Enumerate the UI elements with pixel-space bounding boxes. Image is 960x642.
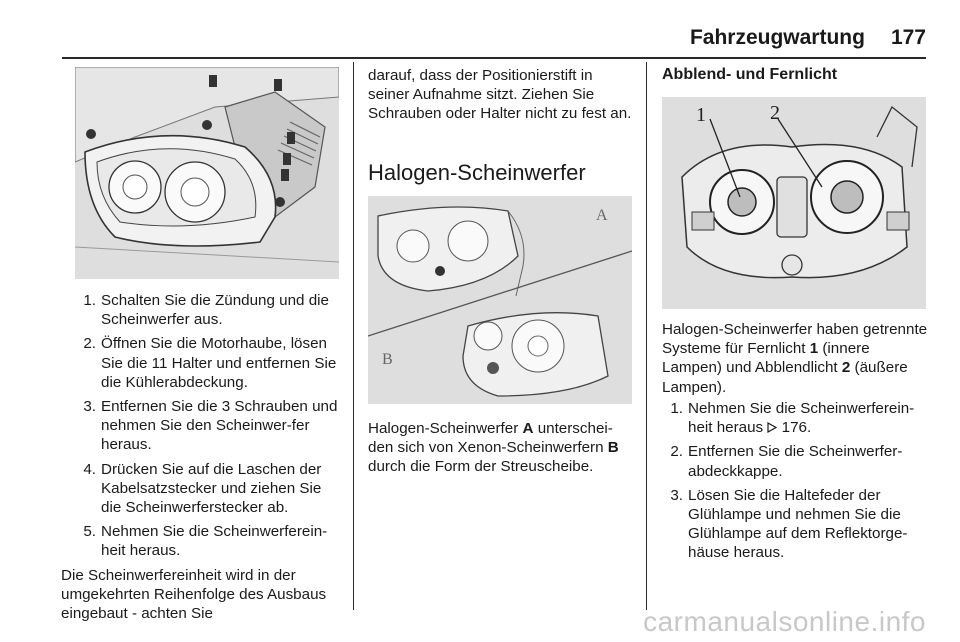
ref-number-1: 1 xyxy=(809,340,819,358)
halogen-caption xyxy=(368,419,636,477)
section-heading-halogen: Halogen-Scheinwerfer xyxy=(368,160,586,185)
watermark: carmanualsonline.info xyxy=(643,606,926,637)
page-reference-link[interactable]: 176. xyxy=(781,419,812,437)
header-rule xyxy=(62,57,926,59)
bulb-positions-figure xyxy=(662,97,926,309)
halogen-vs-xenon-figure xyxy=(368,196,632,404)
list-item: 2. Öffnen Sie die Motorhaube, lösen Sie die 11 Halter und entfernen Sie die Kühlerabdeckung. xyxy=(83,335,337,391)
section-heading-low-high-beam: Abblend- und Fernlicht xyxy=(662,66,838,83)
reassembly-paragraph-continued: darauf, dass der Positionierstift in seiner Aufnahme sitzt. Ziehen Sie Schrauben oder Halter nicht zu fest an. xyxy=(368,67,632,123)
page-number: 177 xyxy=(890,26,926,49)
headlamp-removal-figure xyxy=(75,67,339,279)
intro-text: Halogen-Scheinwerfer haben getrennte Systeme für Fernlicht xyxy=(662,321,928,358)
list-item: 1. Nehmen Sie die Scheinwerferein-heit heraus 176. xyxy=(670,400,915,437)
bulb-steps-list xyxy=(662,399,932,563)
list-item: 3. Entfernen Sie die 3 Schrauben und nehmen Sie den Scheinwer-fer heraus. xyxy=(83,398,338,454)
figure-label-b: B xyxy=(382,351,393,368)
figure-label-a: A xyxy=(596,207,608,224)
reassembly-paragraph: Die Scheinwerfereinheit wird in der umgekehrten Reihenfolge des Ausbaus eingebaut - achten Sie xyxy=(61,566,327,623)
section-title: Fahrzeugwartung xyxy=(689,26,865,49)
figure-label-1: 1 xyxy=(696,104,706,126)
list-item: 1. Schalten Sie die Zündung und die Scheinwerfer aus. xyxy=(83,292,329,329)
caption-text: unterschei-den sich von Xenon-Scheinwerfern xyxy=(368,420,613,457)
list-item: 3. Lösen Sie die Haltefeder der Glühlampe und nehmen Sie die Glühlampe auf dem Reflektorge-häuse heraus. xyxy=(670,486,908,562)
caption-text: durch die Form der Streuscheibe. xyxy=(368,458,594,476)
step-text: Nehmen Sie die Scheinwerferein-heit heraus xyxy=(688,400,915,437)
figure-label-2: 2 xyxy=(770,102,780,124)
list-item: 2. Entfernen Sie die Scheinwerfer-abdeckkappe. xyxy=(670,443,903,480)
intro-text: (innere Lampen) und Abblendlicht xyxy=(662,340,870,377)
ref-number-2: 2 xyxy=(841,359,851,377)
list-item: 4. Drücken Sie auf die Laschen der Kabelsatzstecker und ziehen Sie die Scheinwerferstecker ab. xyxy=(83,460,322,517)
arrow-reference-icon xyxy=(767,419,777,430)
page-header xyxy=(620,26,926,56)
intro-text: (äußere Lampen). xyxy=(662,359,908,396)
removal-steps-list xyxy=(75,291,345,561)
removal-steps-column xyxy=(61,291,345,623)
caption-text: Halogen-Scheinwerfer xyxy=(368,420,523,437)
low-high-beam-intro xyxy=(662,320,932,397)
column-divider xyxy=(353,62,354,610)
caption-label-b: B xyxy=(607,439,619,457)
list-item: 5. Nehmen Sie die Scheinwerferein-heit heraus. xyxy=(83,523,328,560)
column-divider xyxy=(646,62,647,610)
caption-label-a: A xyxy=(522,420,534,437)
bulb-steps-column xyxy=(662,399,932,568)
